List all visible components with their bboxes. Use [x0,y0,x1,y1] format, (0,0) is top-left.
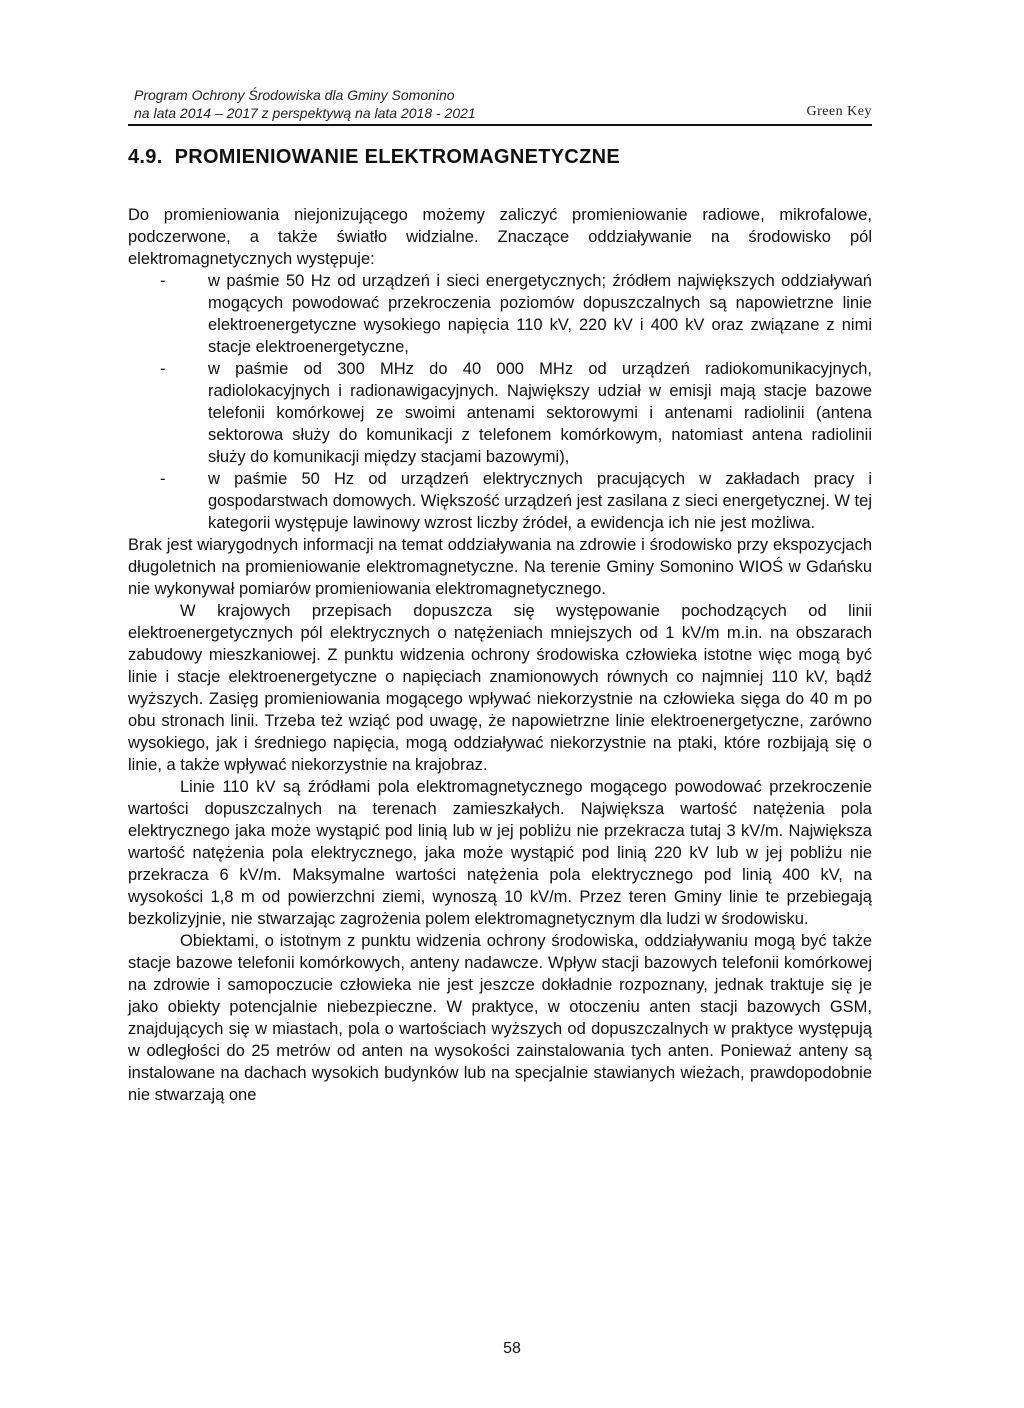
section-title: PROMIENIOWANIE ELEKTROMAGNETYCZNE [174,146,621,168]
running-header [128,86,872,130]
list-item: - w paśmie 50 Hz od urządzeń i sieci energetycznych; źródłem największych oddziaływań mogących powodować przekroczenia poziomów dopuszczalnych są napowietrzne linie elektroenergetyczne wysokiego napięcia 110 kV, 220 kV i 400 kV oraz związane z nimi stacje elektroenergetyczne, [208,270,872,358]
page-body [128,140,872,1106]
header-title [134,86,476,122]
list-item: - w paśmie od 300 MHz do 40 000 MHz od urządzeń radiokomunikacyjnych, radiolokacyjnych i radionawigacyjnych. Największy udział w emisji mają stacje bazowe telefonii komórkowej ze swoimi antenami sektorowymi i antenami radiolinii (antena sektorowa służy do komunikacji z telefonem komórkowym, natomiast antena radiolinii służy do komunikacji między stacjami bazowymi), [208,358,872,468]
body-paragraph: Obiektami, o istotnym z punktu widzenia ochrony środowiska, oddziaływaniu mogą być także stacje bazowe telefonii komórkowych, anteny nadawcze. Wpływ stacji bazowych telefonii komórkowej na zdrowie i samopoczucie człowieka nie jest jeszcze dokładnie rozpoznany, jednak traktuje się je jako obiekty potencjalnie niebezpieczne. W praktyce, w otoczeniu anten stacji bazowych GSM, znajdujących się w miastach, pola o wartościach wyższych od dopuszczalnych w praktyce występują w odległości do 25 metrów od anten na wysokości zainstalowania tych anten. Ponieważ anteny są instalowane na dachach wysokich budynków lub na specjalnie stawianych wieżach, prawdopodobnie nie stwarzają one [128,932,872,1104]
header-line-2: na lata 2014 – 2017 z perspektywą na lata 2018 - 2021 [134,105,476,121]
body-paragraph: Linie 110 kV są źródłami pola elektromagnetycznego mogącego powodować przekroczenie wartości dopuszczalnych na terenach zamieszkałych. Największa wartość natężenia pola elektrycznego jaka może wystąpić pod linią lub w jej pobliżu nie przekracza tutaj 3 kV/m. Największa wartość natężenia pola elektrycznego, jaka może wystąpić pod linią 220 kV lub w jej pobliżu nie przekracza 6 kV/m. Maksymalne wartości natężenia pola elektrycznego pod linią 400 kV, na wysokości 1,8 m od powierzchni ziemi, wynoszą 10 kV/m. Przez teren Gminy linie te przebiegają bezkolizyjnie, nie stwarzając zagrożenia polem elektromagnetycznym dla ludzi w środowisku. [128,778,872,928]
section-number: 4.9. [128,146,163,168]
list-item: - w paśmie 50 Hz od urządzeń elektrycznych pracujących w zakładach pracy i gospodarstwach domowych. Większość urządzeń jest zasilana z sieci energetycznej. W tej kategorii występuje lawinowy wzrost liczby źródeł, a ewidencja ich nie jest możliwa. [208,468,872,534]
section-heading [128,140,872,174]
page-number: 58 [503,1340,521,1357]
header-brand: Green Key [806,104,872,119]
heading-spacer [128,174,872,204]
header-divider [128,124,872,126]
body-paragraph: W krajowych przepisach dopuszcza się występowanie pochodzących od linii elektroenergetycznych pól elektrycznych o natężeniach mniejszych od 1 kV/m m.in. na obszarach zabudowy mieszkaniowej. Z punktu widzenia ochrony środowiska człowieka istotne więc mogą być linie i stacje elektroenergetyczne o napięciach znamionowych równych co najmniej 110 kV, bądź wyższych. Zasięg promieniowania mogącego wpływać niekorzystnie na człowieka sięga do 40 m po obu stronach linii. Trzeba też wziąć pod uwagę, że napowietrzne linie elektroenergetyczne, zarówno wysokiego, jak i średniego napięcia, mogą oddziaływać niekorzystnie na ptaki, które rozbijają się o linie, a także wpływać niekorzystnie na krajobraz. [128,602,872,774]
header-line-1: Program Ochrony Środowiska dla Gminy Somonino [134,87,455,103]
bullet-list [128,270,872,534]
body-paragraph: Brak jest wiarygodnych informacji na temat oddziaływania na zdrowie i środowisko przy ekspozycjach długoletnich na promieniowanie elektromagnetyczne. Na terenie Gminy Somonino WIOŚ w Gdańsku nie wykonywał pomiarów promieniowania elektromagnetycznego. [128,536,872,598]
intro-paragraph: Do promieniowania niejonizującego możemy zaliczyć promieniowanie radiowe, mikrofalowe, podczerwone, a także światło widzialne. Znaczące oddziaływanie na środowisko pól elektromagnetycznych występuje: [128,206,872,268]
